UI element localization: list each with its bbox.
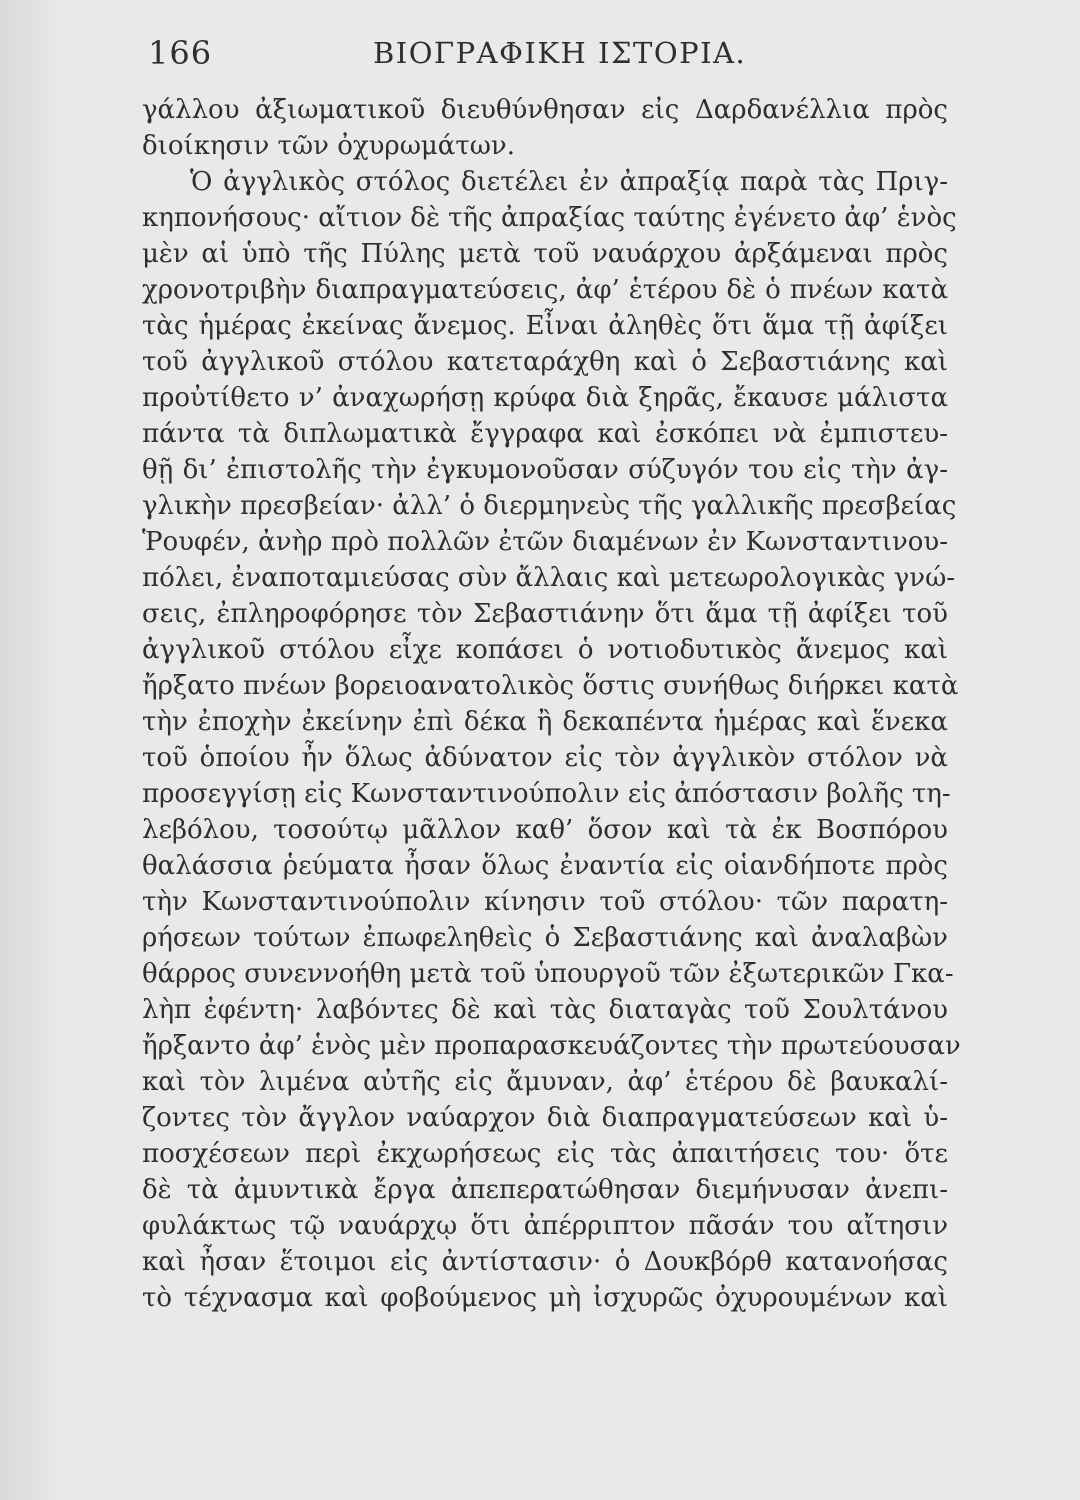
text-line: δὲ τὰ ἀμυντικὰ ἔργα ἀπεπερατώθησαν διεμήνυσαν ἀνεπι- [142,1175,948,1205]
text-line: μὲν αἱ ὑπὸ τῆς Πύλης μετὰ τοῦ ναυάρχου ἀρξάμεναι πρὸς [142,239,948,269]
text-line: τὴν ἐποχὴν ἐκείνην ἐπὶ δέκα ἢ δεκαπέντα ἡμέρας καὶ ἕνεκα [142,707,948,737]
text-line: καὶ ἦσαν ἕτοιμοι εἰς ἀντίστασιν· ὁ Δουκβόρθ κατανοήσας [142,1247,948,1277]
text-line: λεβόλου, τοσούτῳ μᾶλλον καθ’ ὅσον καὶ τὰ ἐκ Βοσπόρου [142,815,948,845]
text-line: τοῦ ἀγγλικοῦ στόλου κατεταράχθη καὶ ὁ Σεβαστιάνης καὶ [142,347,948,377]
text-line: διοίκησιν τῶν ὀχυρωμάτων. [142,131,516,161]
text-line: ἤρξαντο ἀφ’ ἑνὸς μὲν προπαρασκευάζοντες τὴν πρωτεύουσαν [142,1031,961,1061]
text-line: θαλάσσια ῥεύματα ἦσαν ὅλως ἐναντία εἰς οἱανδήποτε πρὸς [142,851,948,881]
text-line: γάλλου ἀξιωματικοῦ διευθύνθησαν εἰς Δαρδανέλλια πρὸς [142,95,948,125]
text-line: γλικὴν πρεσβείαν· ἀλλ’ ὁ διερμηνεὺς τῆς γαλλικῆς πρεσβείας [142,491,957,521]
text-line: ρήσεων τούτων ἐπωφεληθεὶς ὁ Σεβαστιάνης καὶ ἀναλαβὼν [142,923,948,953]
text-line: τὰς ἡμέρας ἐκείνας ἄνεμος. Εἶναι ἀληθὲς ὅτι ἅμα τῇ ἀφίξει [142,311,948,341]
page-edge-shadow [0,0,60,1500]
text-line: σεις, ἐπληροφόρησε τὸν Σεβαστιάνην ὅτι ἅμα τῇ ἀφίξει τοῦ [142,599,948,629]
text-line: πόλει, ἐναποταμιεύσας σὺν ἄλλαις καὶ μετεωρολογικὰς γνώ- [142,563,956,593]
page-header [148,28,938,78]
text-line: ποσχέσεων περὶ ἐκχωρήσεως εἰς τὰς ἀπαιτήσεις του· ὅτε [142,1139,948,1169]
text-line: φυλάκτως τῷ ναυάρχῳ ὅτι ἀπέρριπτον πᾶσάν του αἴτησιν [142,1211,948,1241]
text-line: τὴν Κωνσταντινούπολιν κίνησιν τοῦ στόλου· τῶν παρατη- [142,887,948,917]
text-line: πάντα τὰ διπλωματικὰ ἔγγραφα καὶ ἐσκόπει νὰ ἐμπιστευ- [142,419,948,449]
text-line: Ῥουφέν, ἀνὴρ πρὸ πολλῶν ἐτῶν διαμένων ἐν Κωνσταντινου- [142,527,948,557]
text-line: Ὁ ἀγγλικὸς στόλος διετέλει ἐν ἀπραξίᾳ παρὰ τὰς Πριγ- [190,167,948,197]
text-line: ἤρξατο πνέων βορειοανατολικὸς ὅστις συνήθως διήρκει κατὰ [142,671,959,701]
text-line: θῇ δι’ ἐπιστολῆς τὴν ἐγκυμονοῦσαν σύζυγόν του εἰς τὴν ἀγ- [142,455,948,485]
text-line: καὶ τὸν λιμένα αὐτῆς εἰς ἄμυναν, ἀφ’ ἑτέρου δὲ βαυκαλί- [142,1067,948,1097]
text-line: λὴπ ἐφέντη· λαβόντες δὲ καὶ τὰς διαταγὰς τοῦ Σουλτάνου [142,995,948,1025]
page-number: 166 [148,34,213,72]
text-line: χρονοτριβὴν διαπραγματεύσεις, ἀφ’ ἑτέρου δὲ ὁ πνέων κατὰ [142,275,948,305]
text-line: τοῦ ὁποίου ἦν ὅλως ἀδύνατον εἰς τὸν ἀγγλικὸν στόλον νὰ [142,743,948,773]
body-text [142,92,961,1316]
text-line: θάρρος συνεννοήθη μετὰ τοῦ ὑπουργοῦ τῶν ἐξωτερικῶν Γκα- [142,959,954,989]
text-line: προὐτίθετο ν’ ἀναχωρήσῃ κρύφα διὰ ξηρᾶς, ἔκαυσε μάλιστα [142,383,948,413]
text-line: τὸ τέχνασμα καὶ φοβούμενος μὴ ἰσχυρῶς ὀχυρουμένων καὶ [142,1283,948,1313]
text-line: κηπονήσους· αἴτιον δὲ τῆς ἀπραξίας ταύτης ἐγένετο ἀφ’ ἑνὸς [142,203,957,233]
running-title: ΒΙΟΓΡΑΦΙΚΗ ΙΣΤΟΡΙΑ. [373,36,747,70]
text-line: ἀγγλικοῦ στόλου εἶχε κοπάσει ὁ νοτιοδυτικὸς ἄνεμος καὶ [142,635,948,665]
text-line: προσεγγίσῃ εἰς Κωνσταντινούπολιν εἰς ἀπόστασιν βολῆς τη- [142,779,951,809]
text-line: ζοντες τὸν ἄγγλον ναύαρχον διὰ διαπραγματεύσεων καὶ ὑ- [142,1103,948,1133]
